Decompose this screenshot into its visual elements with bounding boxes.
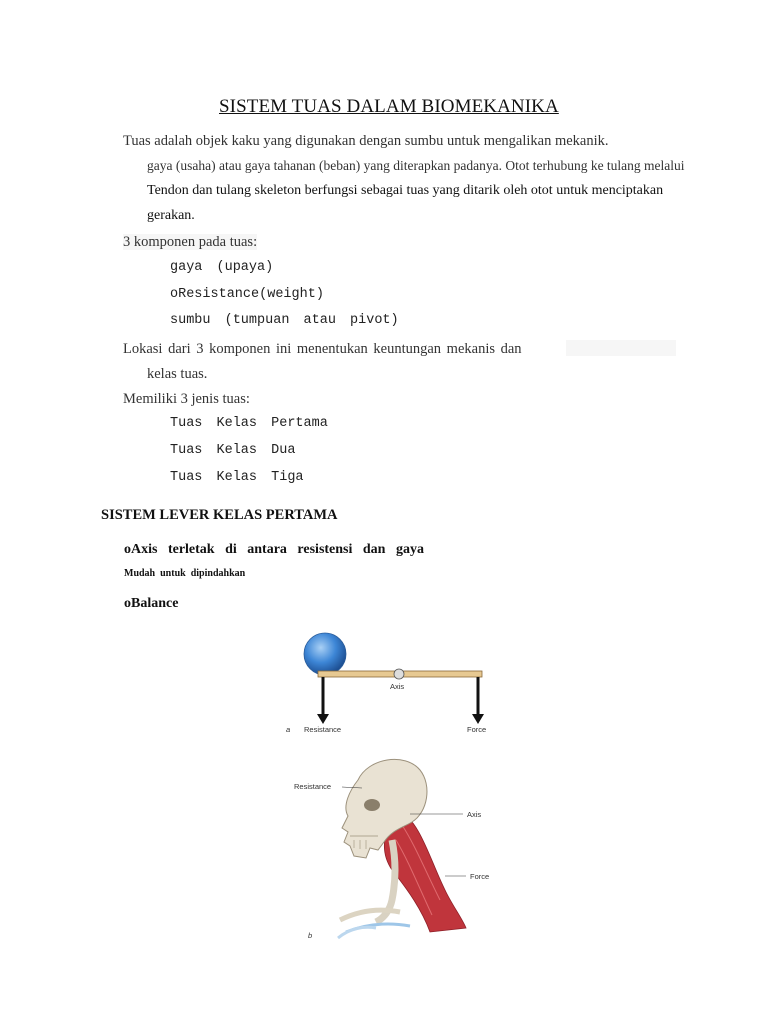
page-title: SISTEM TUAS DALAM BIOMEKANIKA: [219, 96, 559, 117]
components-heading: 3 komponen pada tuas:: [123, 234, 258, 250]
components-bullet: [123, 234, 257, 251]
weight-ball: [304, 633, 346, 675]
axis-pivot: [394, 669, 404, 679]
figure-a-resistance-label: Resistance: [304, 725, 342, 734]
location-line-1: Lokasi dari 3 komponen ini menentukan keuntungan mekanis dan: [123, 341, 522, 357]
figure-b-axis-label: Axis: [467, 810, 482, 819]
component-item-3: sumbu (tumpuan atau pivot): [170, 313, 399, 328]
type-item-2: Tuas Kelas Dua: [170, 443, 296, 458]
type-item-3: Tuas Kelas Tiga: [170, 470, 304, 485]
location-bullet: [123, 341, 522, 358]
component-item-1: gaya (upaya): [170, 260, 274, 275]
intro-line-4: gerakan.: [147, 208, 195, 223]
types-heading: Memiliki 3 jenis tuas:: [123, 391, 250, 407]
figure-b-letter: b: [308, 931, 313, 940]
type-item-1: Tuas Kelas Pertama: [170, 416, 328, 431]
component-item-2: oResistance(weight): [170, 287, 324, 302]
figure-b-force-label: Force: [470, 872, 490, 881]
force-arrow: [472, 714, 484, 724]
intro-bullet: [123, 133, 609, 150]
section-title: SISTEM LEVER KELAS PERTAMA: [101, 507, 338, 523]
section-sub-1: Mudah untuk dipindahkan: [124, 568, 246, 579]
types-bullet: [123, 391, 250, 408]
clavicle: [340, 910, 400, 920]
figure-a-axis-label: Axis: [390, 682, 405, 691]
figure-a-force-label: Force: [467, 725, 487, 734]
intro-line-2: gaya (usaha) atau gaya tahanan (beban) yang diterapkan padanya. Otot terhubung ke tulang melalui: [147, 158, 685, 173]
highlight-block: [566, 340, 676, 356]
section-point-1: oAxis terletak di antara resistensi dan gaya: [124, 542, 424, 557]
location-line-2: kelas tuas.: [147, 366, 208, 382]
intro-line-3: Tendon dan tulang skeleton berfungsi sebagai tuas yang ditarik oleh otot untuk menciptakan: [147, 183, 664, 198]
intro-line-1: Tuas adalah objek kaku yang digunakan dengan sumbu untuk mengalikan mekanik.: [123, 133, 609, 149]
figure-b-resistance-label: Resistance: [294, 782, 332, 791]
skull-neck-figure-b: [280, 750, 500, 945]
resistance-arrow: [317, 714, 329, 724]
figure-a-letter: a: [286, 725, 291, 734]
section-point-2: oBalance: [124, 596, 179, 611]
